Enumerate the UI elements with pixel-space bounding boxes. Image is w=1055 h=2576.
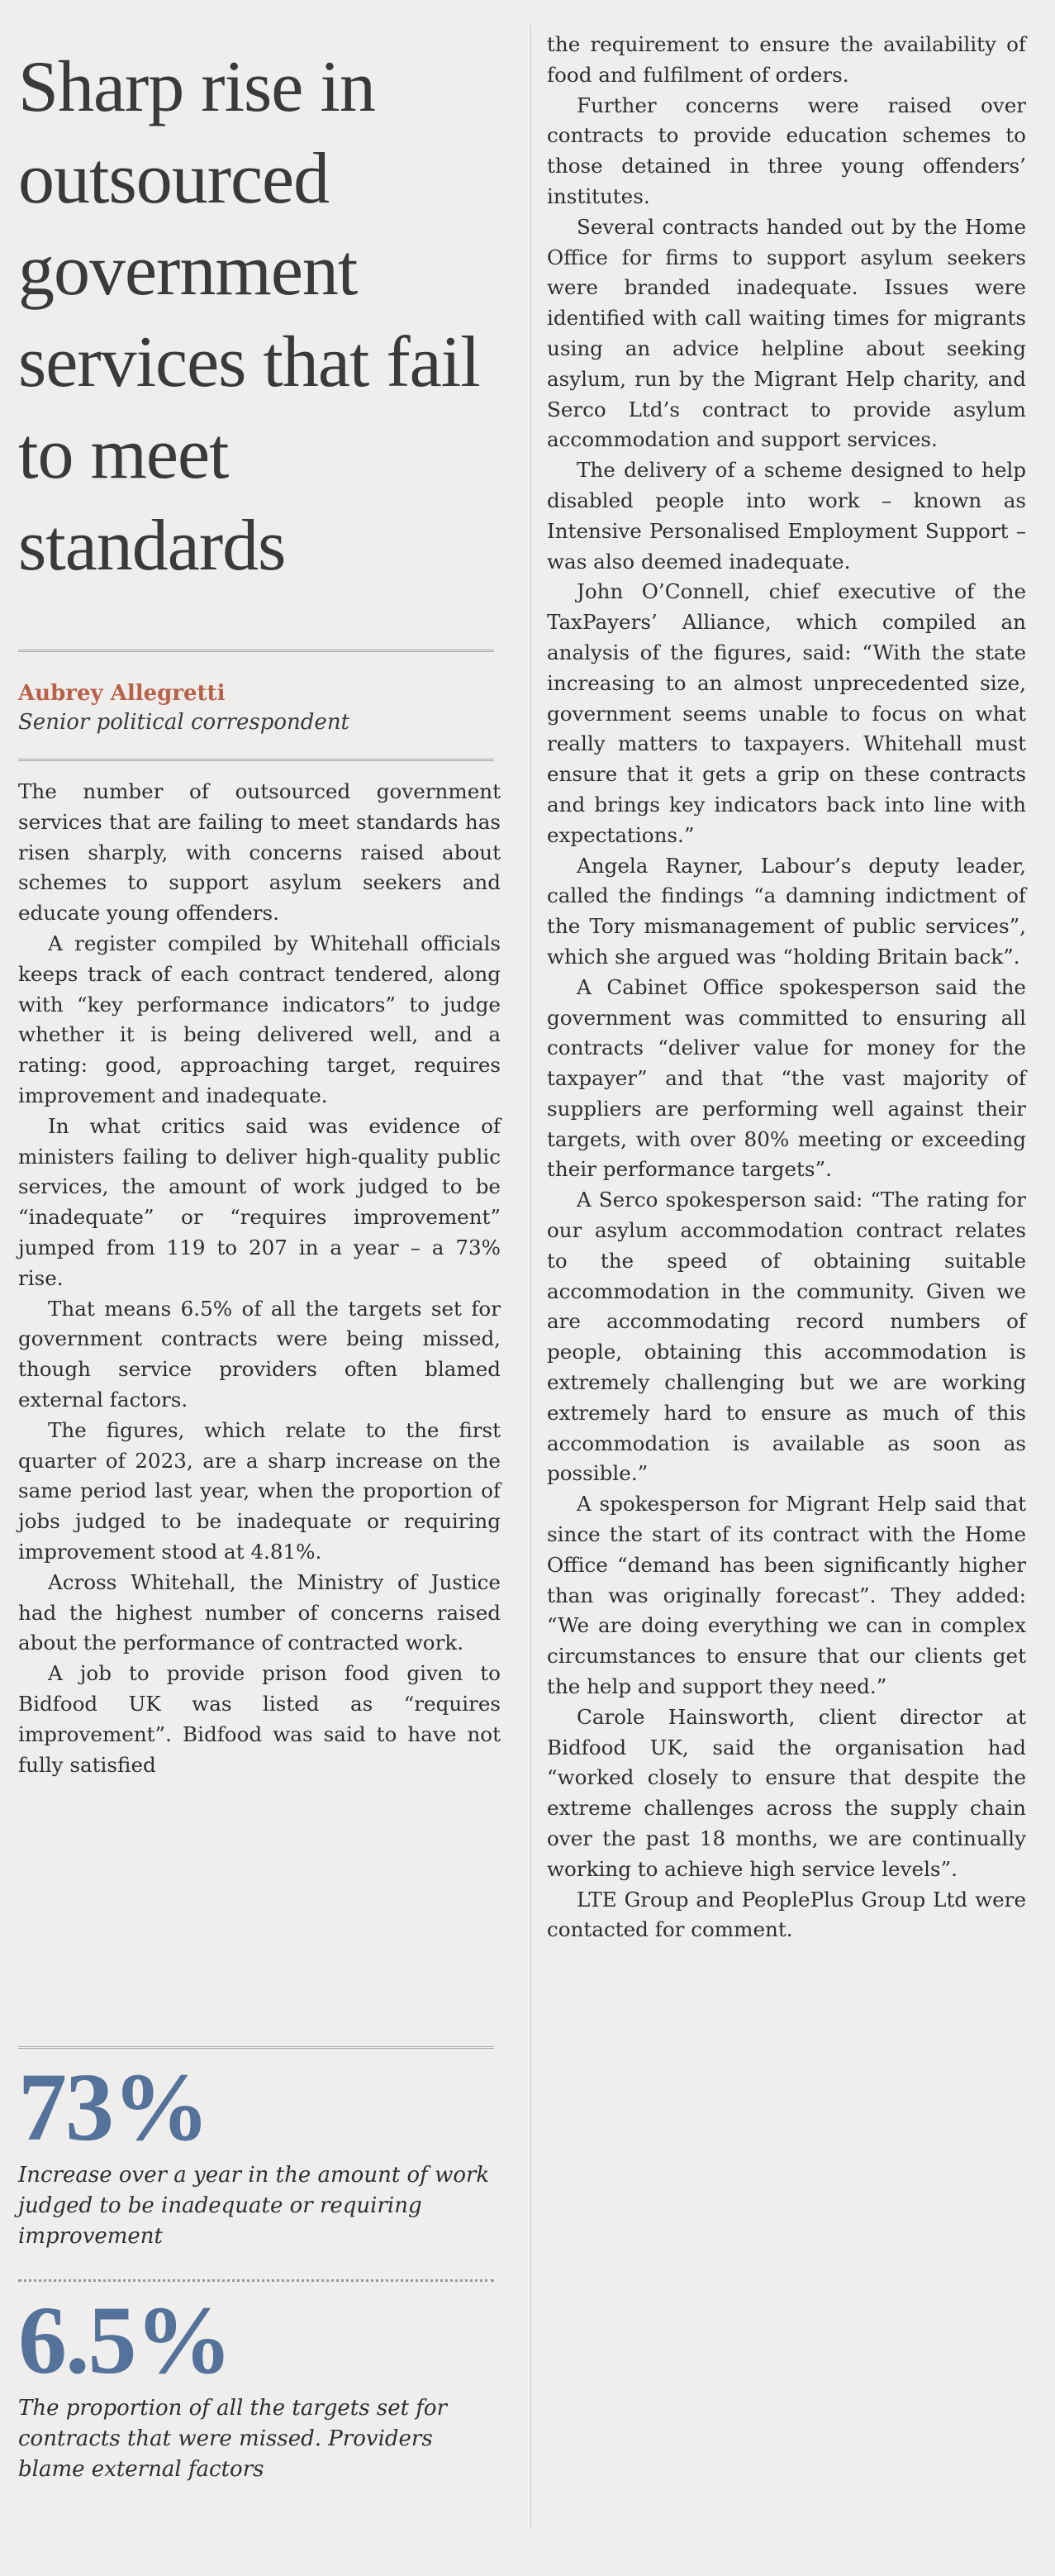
headline: Sharp rise in outsourced government services that fail to meet standards [18, 47, 480, 586]
paragraph: A job to provide prison food given to Bidfood UK was listed as “requires improvement”. Bidfood was said to have not fully satisfied [18, 1661, 501, 1777]
paragraph: LTE Group and PeoplePlus Group Ltd were contacted for comment. [547, 1887, 1026, 1942]
paragraph: The figures, which relate to the first quarter of 2023, are a sharp increase on the same period last year, when the proportion of jobs judged to be inadequate or requiring improvement stood at 4.81%. [18, 1417, 501, 1564]
paragraph: Carole Hainsworth, client director at Bidfood UK, said the organisation had “worked closely to ensure that despite the extreme challenges across the supply chain over the past 18 months, we are continually working to achieve high service levels”. [547, 1704, 1026, 1881]
paragraph: The number of outsourced government services that are failing to meet standards has risen sharply, with concerns raised about schemes to support asylum seekers and educate young offenders. [18, 779, 501, 926]
stat-rule-top [18, 2046, 494, 2049]
paragraph: Across Whitehall, the Ministry of Justice had the highest number of concerns raised about the performance of contracted work. [18, 1569, 501, 1655]
paragraph: The delivery of a scheme designed to help disabled people into work – known as Intensive Personalised Employment Support – was also deemed inadequate. [547, 458, 1026, 574]
stat-box-6-5 [18, 2286, 506, 2485]
stat-value: 73% [18, 2053, 208, 2161]
column-divider [530, 25, 531, 2529]
paragraph: A register compiled by Whitehall officials keeps track of each contract tendered, along with “key performance indicators” to judge whether it is being delivered well, and a rating: good, approaching target, requires improvement and inadequate. [18, 931, 501, 1107]
paragraph: John O’Connell, chief executive of the TaxPayers’ Alliance, which compiled an analysis of the figures, said: “With the state increasing to an almost unprecedented size, government seems unable to focus on what really matters to taxpayers. Whitehall must ensure that it gets a grip on these contracts and brings key indicators back into line with expectations.” [547, 579, 1026, 847]
paragraph: That means 6.5% of all the targets set for government contracts were being missed, though service providers often blamed external factors. [18, 1296, 501, 1412]
stat-divider [18, 2279, 494, 2282]
byline [18, 679, 349, 737]
paragraph: A Cabinet Office spokesperson said the government was committed to ensuring all contracts “deliver value for money for the taxpayer” and that “the vast majority of suppliers are performing well against their targets, with over 80% meeting or exceeding their performance targets”. [547, 974, 1026, 1182]
stat-value: 6.5% [18, 2286, 231, 2394]
headline-rule [18, 650, 494, 652]
paragraph: A Serco spokesperson said: “The rating for our asylum accommodation contract relates to the speed of obtaining suitable accommodation in the community. Given we are accommodating record numbers of people, obtaining this accommodation is extremely challenging but we are working extremely hard to ensure as much of this accommodation is available as soon as possible.” [547, 1188, 1026, 1486]
paragraph: In what critics said was evidence of ministers failing to deliver high-quality public services, the amount of work judged to be “inadequate” or “requires improvement” jumped from 119 to 207 in a year – a 73% rise. [18, 1113, 501, 1290]
paragraph: A spokesperson for Migrant Help said that since the start of its contract with the Home Office “demand has been significantly higher than was originally forecast”. They added: “We are doing everything we can in complex circumstances to ensure that our clients get the help and support they need.” [547, 1492, 1026, 1699]
headline-block [18, 33, 501, 592]
article-body-left [18, 777, 501, 1780]
paragraph: the requirement to ensure the availability of food and fulfilment of orders. [547, 32, 1026, 87]
byline-author: Aubrey Allegretti [18, 681, 226, 706]
paragraph: Several contracts handed out by the Home Office for firms to support asylum seekers were branded inadequate. Issues were identified with call waiting times for migrants using an advice helpline about seeking asylum, run by the Migrant Help charity, and Serco Ltd’s contract to provide asylum accommodation and support services. [547, 214, 1026, 452]
paragraph: Angela Rayner, Labour’s deputy leader, called the findings “a damning indictment of the Tory mismanagement of public services”, which she argued was “holding Britain back”. [547, 853, 1026, 969]
article-body-right [547, 30, 1026, 1945]
byline-rule [18, 759, 494, 761]
byline-role: Senior political correspondent [18, 710, 350, 735]
paragraph: Further concerns were raised over contracts to provide education schemes to those detained in three young offenders’ institutes. [547, 93, 1026, 208]
stat-box-73 [18, 2053, 506, 2252]
stat-caption: The proportion of all the targets set for contracts that were missed. Providers blame external factors [18, 2396, 448, 2482]
stat-caption: Increase over a year in the amount of work judged to be inadequate or requiring improvement [18, 2163, 490, 2249]
